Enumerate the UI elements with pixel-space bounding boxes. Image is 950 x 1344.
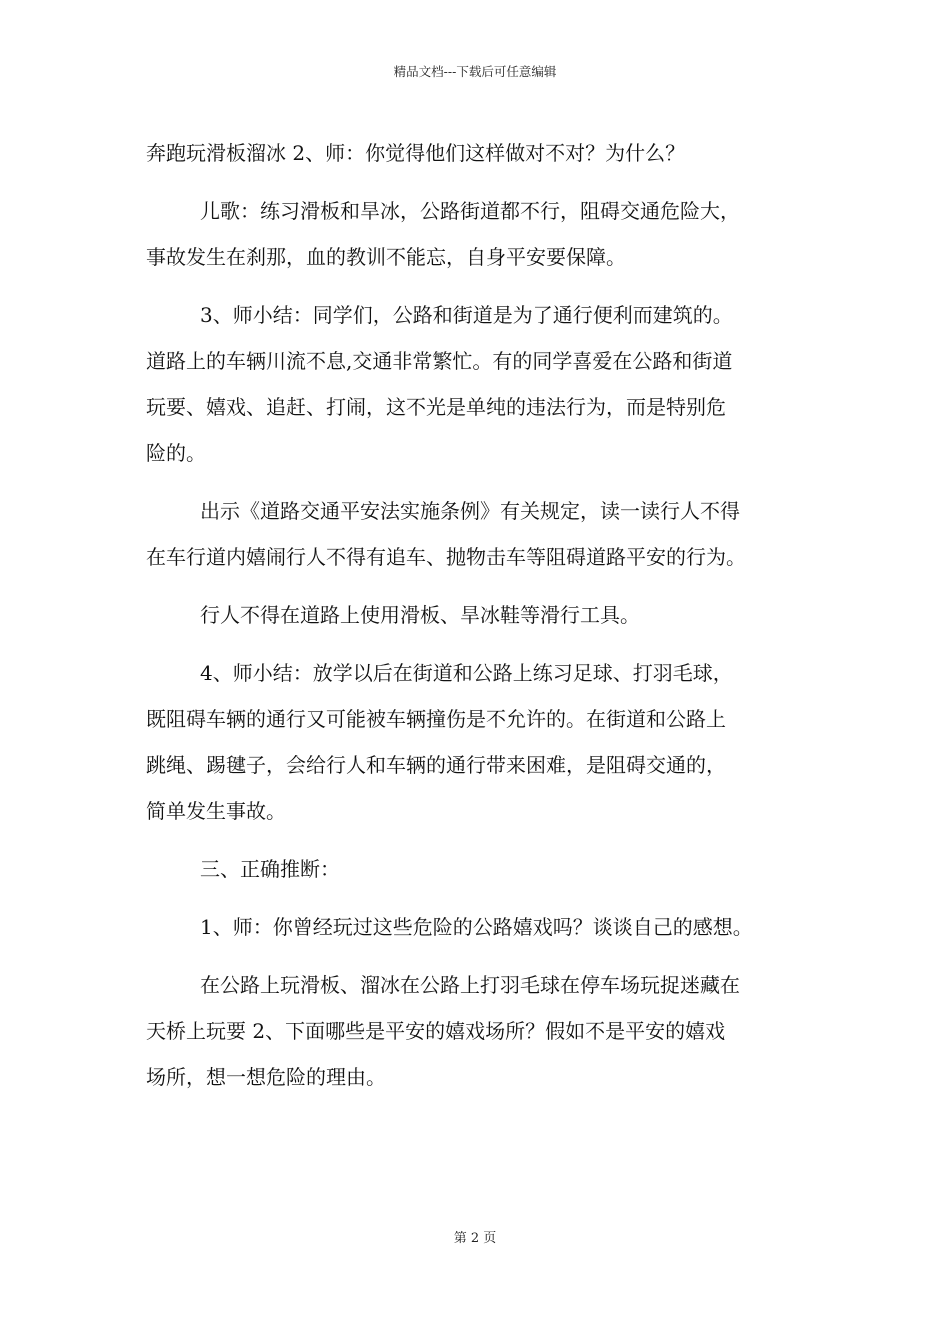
text-line: 险的。 [146, 441, 206, 465]
text-line: 三、正确推断： [200, 857, 340, 881]
paragraph [146, 962, 814, 1100]
text-line: 4、师小结：放学以后在街道和公路上练习足球、打羽毛球， [200, 661, 733, 685]
text-line: 玩要、嬉戏、追赶、打闹，这不光是单纯的违法行为，而是特别危 [146, 395, 726, 419]
text-line: 1、师：你曾经玩过这些危险的公路嬉戏吗？谈谈自己的感想。 [200, 915, 753, 939]
text-line: 出示《道路交通平安法实施条例》有关规定，读一读行人不得 [200, 499, 740, 523]
text-line: 行人不得在道路上使用滑板、旱冰鞋等滑行工具。 [200, 603, 640, 627]
paragraph [146, 488, 814, 580]
text-line: 事故发生在刹那，血的教训不能忘，自身平安要保障。 [146, 245, 626, 269]
page-header: 精品文档---下载后可任意编辑 [393, 64, 557, 79]
text-line: 在车行道内嬉闹行人不得有追车、抛物击车等阻碍道路平安的行为。 [146, 545, 746, 569]
paragraph [146, 188, 814, 280]
document-body [146, 130, 814, 1100]
text-line: 道路上的车辆川流不息,交通非常繁忙。有的同学喜爱在公路和街道 [146, 349, 733, 373]
page-number: 第 2 页 [453, 1231, 497, 1246]
paragraph [146, 592, 814, 638]
paragraph [146, 130, 814, 176]
text-line: 奔跑玩滑板溜冰 2、师：你觉得他们这样做对不对？为什么？ [146, 141, 686, 165]
text-line: 场所，想一想危险的理由。 [146, 1065, 386, 1089]
paragraph [146, 292, 814, 476]
text-line: 跳绳、踢毽子，会给行人和车辆的通行带来困难，是阻碍交通的， [146, 753, 726, 777]
text-line: 3、师小结：同学们，公路和街道是为了通行便利而建筑的。 [200, 303, 733, 327]
paragraph [146, 904, 814, 950]
text-line: 简单发生事故。 [146, 799, 286, 823]
text-line: 儿歌：练习滑板和旱冰，公路街道都不行，阻碍交通危险大， [200, 199, 740, 223]
text-line: 天桥上玩要 2、下面哪些是平安的嬉戏场所？假如不是平安的嬉戏 [146, 1019, 726, 1043]
paragraph [146, 650, 814, 834]
text-line: 既阻碍车辆的通行又可能被车辆撞伤是不允许的。在街道和公路上 [146, 707, 726, 731]
text-line: 在公路上玩滑板、溜冰在公路上打羽毛球在停车场玩捉迷藏在 [200, 973, 740, 997]
section-heading [146, 846, 814, 892]
